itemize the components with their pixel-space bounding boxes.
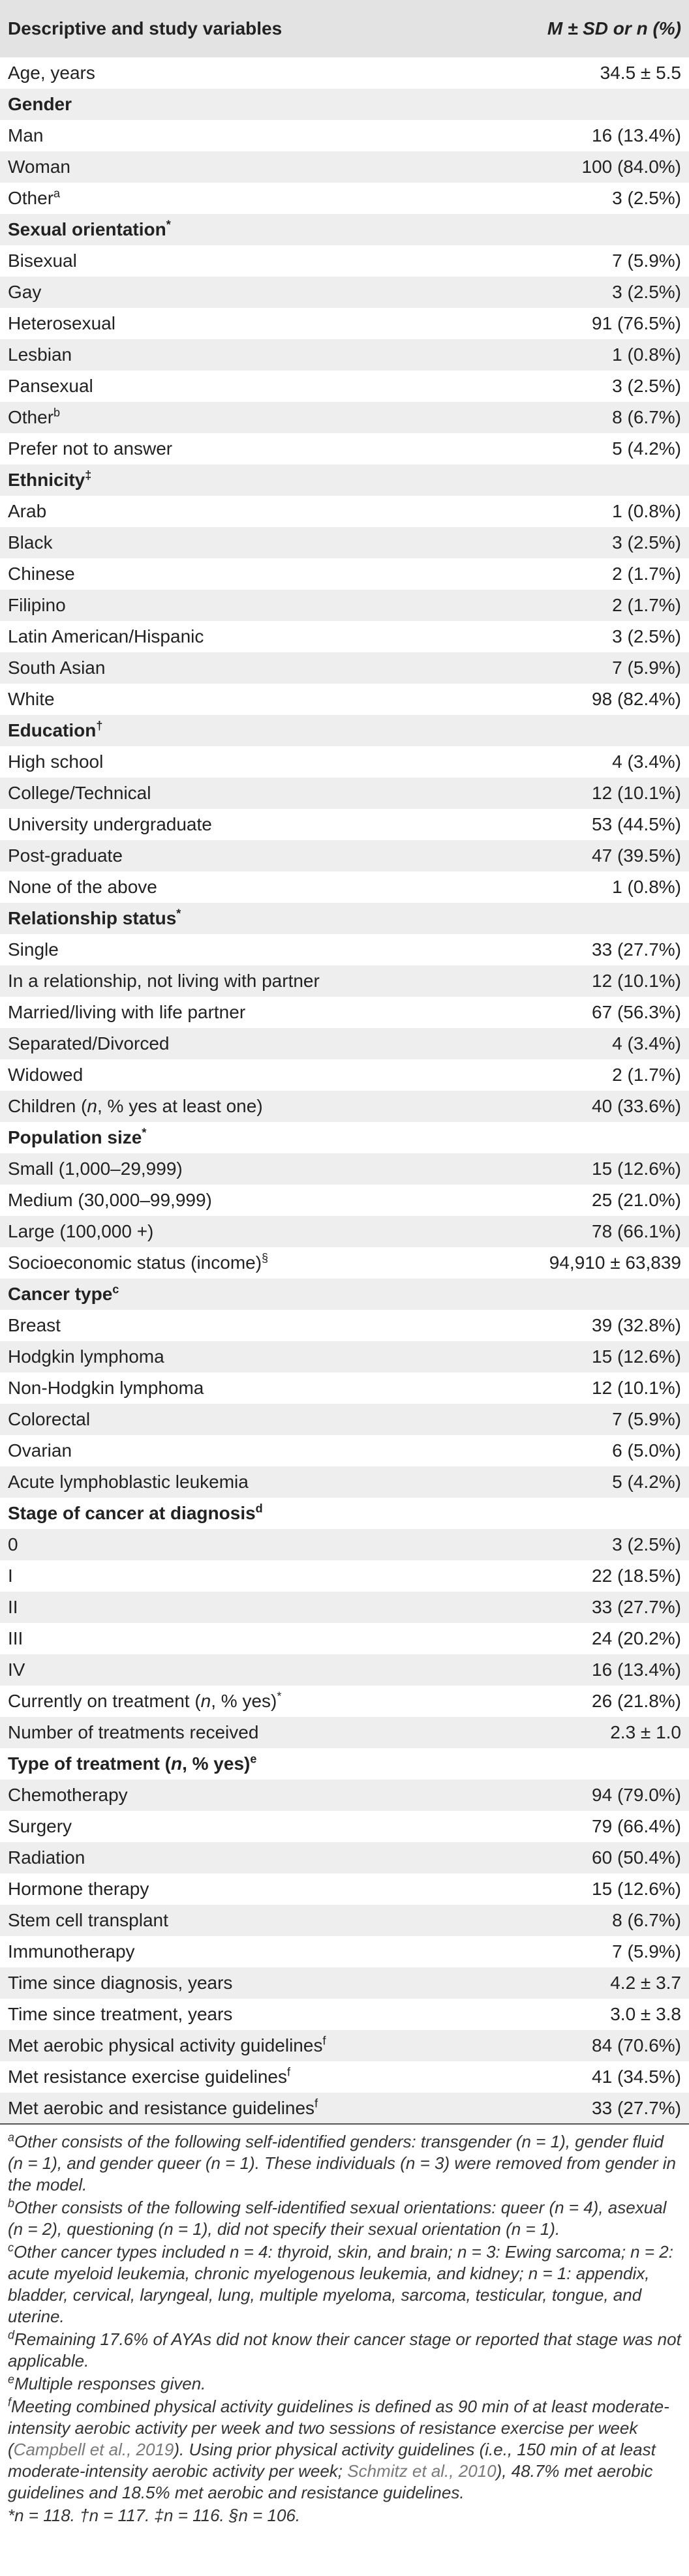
header-variables: Descriptive and study variables (8, 18, 283, 38)
variable-value: 15 (12.6%) (592, 1879, 681, 1899)
variable-value: 5 (4.2%) (612, 438, 681, 459)
variable-label: Woman (8, 157, 70, 177)
section-row (0, 1122, 689, 1153)
table-row (0, 621, 689, 652)
table-row (0, 1999, 689, 2030)
footnote-text: ), 48.7% met aerobic guidelines and 18.5% met aerobic and resistance guidelines. (8, 2461, 653, 2502)
variable-label: Medium (30,000–99,999) (8, 1190, 212, 1210)
section-row (0, 1279, 689, 1310)
section-heading: Type of treatment (n, % yes)$^e$ (8, 1752, 257, 1774)
table-row (0, 151, 689, 183)
footnote (8, 2197, 681, 2240)
table-row (0, 1560, 689, 1592)
variable-label: Currently on treatment (n, % yes)* (8, 1690, 282, 1711)
variable-value: 12 (10.1%) (592, 783, 681, 803)
variable-label: Post-graduate (8, 845, 123, 866)
footnote-text: Other consists of the following self-identified sexual orientations: queer (n = 4), asexual (n = 2), questioning (n = 1), did not specify their sexual orientation (n = 1). (8, 2198, 667, 2239)
footnote-marker: b (54, 406, 61, 419)
variable-value: 53 (44.5%) (592, 814, 681, 834)
section-row (0, 214, 689, 245)
variable-value: 7 (5.9%) (612, 1941, 681, 1962)
variable-value (522, 214, 689, 245)
variable-label: Widowed (8, 1065, 84, 1085)
variable-label: Met aerobic and resistance guidelines$^f$ (8, 2097, 318, 2118)
variable-label: Colorectal (8, 1409, 91, 1429)
citation-link[interactable]: Schmitz et al., 2010 (347, 2461, 497, 2481)
variable-label: Prefer not to answer (8, 438, 173, 459)
table-row (0, 120, 689, 151)
variable-value (522, 1498, 689, 1529)
variable-value: 3 (2.5%) (612, 376, 681, 396)
variable-value: 91 (76.5%) (592, 313, 681, 333)
footnote-marker: d (255, 1502, 263, 1515)
variable-label: Small (1,000–29,999) (8, 1159, 183, 1179)
footnote-marker: f (286, 2065, 290, 2079)
footnote-marker: d (8, 2328, 15, 2342)
variable-value (522, 464, 689, 496)
footnote-marker: b (8, 2196, 15, 2210)
variable-value: 2 (1.7%) (612, 564, 681, 584)
variable-value (522, 715, 689, 746)
footnote-marker: e (8, 2372, 15, 2386)
variable-label: Hodgkin lymphoma (8, 1346, 164, 1367)
variable-label: IV (8, 1659, 25, 1680)
table-row (0, 2093, 689, 2124)
footnote-marker: § (262, 1251, 269, 1265)
variable-value: 24 (20.2%) (592, 1628, 681, 1648)
section-heading: Education† (8, 719, 103, 740)
section-row (0, 464, 689, 496)
footnote-text: Other cancer types included n = 4: thyroid, skin, and brain; n = 3: Ewing sarcoma; n = 2: acute myeloid leukemia, chronic myelogenous leukemia, and kidney; n = 1: appendix, bladder, cervical, laryngeal, lung, multiple myeloma, sarcoma, testicular, tongue, and uterine. (8, 2242, 673, 2326)
variable-value: 2 (1.7%) (612, 1065, 681, 1085)
variable-value (522, 1748, 689, 1780)
table-row (0, 1091, 689, 1122)
table-row (0, 183, 689, 214)
variable-value: 3 (2.5%) (612, 626, 681, 646)
variable-label: Filipino (8, 595, 66, 615)
section-row (0, 1748, 689, 1780)
footnote-marker: f (8, 2395, 12, 2409)
variable-label: Arab (8, 501, 47, 521)
table-row (0, 57, 689, 89)
section-heading: Cancer type$^c$ (8, 1282, 119, 1304)
variable-value: 3 (2.5%) (612, 1534, 681, 1554)
table-row (0, 1873, 689, 1905)
variable-label: In a relationship, not living with partner (8, 971, 320, 991)
variable-value (522, 1122, 689, 1153)
variable-value: 12 (10.1%) (592, 1378, 681, 1398)
variable-value: 16 (13.4%) (592, 1659, 681, 1680)
variable-value: 7 (5.9%) (612, 1409, 681, 1429)
footnote-marker: * (142, 1126, 147, 1140)
table-row (0, 1185, 689, 1216)
variable-label: College/Technical (8, 783, 151, 803)
variable-value: 33 (27.7%) (592, 2097, 681, 2118)
variable-label: None of the above (8, 877, 157, 897)
table-row (0, 809, 689, 840)
variable-value: 33 (27.7%) (592, 1597, 681, 1617)
table-row (0, 1529, 689, 1560)
variable-value: 2.3 ± 1.0 (610, 1722, 681, 1742)
variable-value: 7 (5.9%) (612, 658, 681, 678)
table-row (0, 778, 689, 809)
variable-label: High school (8, 751, 104, 772)
variable-label: Surgery (8, 1816, 72, 1836)
variable-value (522, 89, 689, 120)
variable-label: Immunotherapy (8, 1941, 135, 1962)
table-row (0, 871, 689, 903)
variable-value: 78 (66.1%) (592, 1221, 681, 1241)
variable-value: 4.2 ± 3.7 (610, 1973, 681, 1993)
table-row (0, 840, 689, 871)
table-row (0, 1623, 689, 1654)
table-row (0, 2061, 689, 2093)
variable-label: South Asian (8, 658, 106, 678)
table-body (0, 57, 689, 2124)
variable-value: 79 (66.4%) (592, 1816, 681, 1836)
variable-value: 39 (32.8%) (592, 1315, 681, 1335)
footnote-text: Remaining 17.6% of AYAs did not know their cancer stage or reported that stage was not applicable. (8, 2329, 681, 2371)
variable-value: 7 (5.9%) (612, 250, 681, 271)
variable-label: Hormone therapy (8, 1879, 149, 1899)
section-row (0, 903, 689, 934)
table-row (0, 1435, 689, 1466)
variable-label: Man (8, 125, 44, 145)
variable-value (522, 903, 689, 934)
table-row (0, 371, 689, 402)
footnote-marker: c (112, 1282, 119, 1296)
variable-label: Chemotherapy (8, 1785, 128, 1805)
variable-value: 1 (0.8%) (612, 344, 681, 365)
table-row (0, 1310, 689, 1341)
variable-label: Radiation (8, 1847, 85, 1868)
variable-label: Non-Hodgkin lymphoma (8, 1378, 204, 1398)
variable-value: 94 (79.0%) (592, 1785, 681, 1805)
variable-label: Heterosexual (8, 313, 115, 333)
footnote-text: Multiple responses given. (14, 2374, 206, 2393)
table-row (0, 1592, 689, 1623)
table-row (0, 1654, 689, 1686)
variable-value: 2 (1.7%) (612, 595, 681, 615)
variable-value: 1 (0.8%) (612, 501, 681, 521)
variable-value: 3 (2.5%) (612, 532, 681, 553)
table-row (0, 1059, 689, 1091)
table-row (0, 1842, 689, 1873)
header-values: M ± SD or n (%) (547, 18, 681, 38)
footnote-text: Meeting combined physical activity guidelines is defined as 90 min of at least moderate-intensity aerobic activity per week and two sessions of resistance exercise per week ( (8, 2397, 669, 2459)
table-row (0, 245, 689, 277)
table-row (0, 1811, 689, 1842)
footnote-marker: f (322, 2034, 326, 2048)
variable-value: 60 (50.4%) (592, 1847, 681, 1868)
table-row (0, 1686, 689, 1717)
variable-label: Married/living with life partner (8, 1002, 246, 1022)
variable-label: II (8, 1597, 18, 1617)
variable-label: Stem cell transplant (8, 1910, 168, 1930)
table-row (0, 433, 689, 464)
variable-label: Socioeconomic status (income)§ (8, 1251, 269, 1273)
table-row (0, 746, 689, 778)
citation-link[interactable]: Campbell et al., 2019 (13, 2440, 174, 2459)
table-row (0, 1372, 689, 1404)
table-row (0, 684, 689, 715)
variable-value: 33 (27.7%) (592, 939, 681, 960)
table-row (0, 1247, 689, 1279)
table-row (0, 1967, 689, 1999)
footnote-marker: * (277, 1690, 282, 1703)
table-row (0, 1780, 689, 1811)
variable-label: Chinese (8, 564, 75, 584)
footnote (8, 2131, 681, 2196)
variable-label: Single (8, 939, 59, 960)
footnote-marker: * (166, 218, 171, 232)
section-row (0, 89, 689, 120)
variable-value: 1 (0.8%) (612, 877, 681, 897)
table-header (0, 0, 689, 57)
variable-label: Met resistance exercise guidelines$^f$ (8, 2065, 290, 2087)
section-heading: Ethnicity‡ (8, 468, 92, 490)
table-row (0, 1028, 689, 1059)
variable-label: Number of treatments received (8, 1722, 259, 1742)
variable-value (522, 1279, 689, 1310)
variable-value: 8 (6.7%) (612, 1910, 681, 1930)
variable-value: 94,910 ± 63,839 (549, 1252, 681, 1273)
table-row (0, 1341, 689, 1372)
footnote-text: ). Using prior physical activity guidelines (i.e., 150 min of at least moderate-intensity aerobic activity per week; (8, 2440, 656, 2481)
variable-label: I (8, 1566, 13, 1586)
table-row (0, 934, 689, 965)
section-heading: Relationship status* (8, 907, 181, 928)
variable-label: Large (100,000 +) (8, 1221, 154, 1241)
variable-label: Time since diagnosis, years (8, 1973, 233, 1993)
section-row (0, 715, 689, 746)
variable-value: 41 (34.5%) (592, 2067, 681, 2087)
footnote (8, 2396, 681, 2504)
table-row (0, 590, 689, 621)
variable-label: Other$^b$ (8, 406, 61, 427)
variable-label: White (8, 689, 55, 709)
variable-value: 12 (10.1%) (592, 971, 681, 991)
variable-value: 15 (12.6%) (592, 1346, 681, 1367)
table-row (0, 997, 689, 1028)
variable-value: 100 (84.0%) (581, 157, 681, 177)
table-row (0, 339, 689, 371)
table-row (0, 1466, 689, 1498)
variable-value: 4 (3.4%) (612, 1033, 681, 1053)
variable-label: Acute lymphoblastic leukemia (8, 1472, 249, 1492)
footnote-marker: a (54, 187, 61, 200)
footnote-marker: * (176, 907, 181, 920)
variable-value: 6 (5.0%) (612, 1440, 681, 1461)
table-row (0, 652, 689, 684)
section-row (0, 1498, 689, 1529)
variable-label: Black (8, 532, 53, 553)
section-heading: Stage of cancer at diagnosis$^d$ (8, 1502, 263, 1523)
variable-value: 22 (18.5%) (592, 1566, 681, 1586)
variable-label: Other$^a$ (8, 187, 61, 208)
footnote (8, 2373, 681, 2395)
variable-value: 15 (12.6%) (592, 1159, 681, 1179)
table-row (0, 277, 689, 308)
variable-value: 67 (56.3%) (592, 1002, 681, 1022)
table-row (0, 402, 689, 433)
variable-label: Time since treatment, years (8, 2004, 233, 2024)
variable-value: 4 (3.4%) (612, 751, 681, 772)
table-row (0, 558, 689, 590)
footnote (8, 2241, 681, 2327)
table-row (0, 1717, 689, 1748)
footnote-marker: e (250, 1752, 257, 1766)
variable-value: 47 (39.5%) (592, 845, 681, 866)
table-row (0, 1905, 689, 1936)
table-row (0, 1936, 689, 1967)
variable-label: III (8, 1628, 23, 1648)
table-row (0, 1216, 689, 1247)
footnote-marker: f (314, 2097, 318, 2110)
variable-label: Latin American/Hispanic (8, 626, 204, 646)
footnote-marker: a (8, 2130, 15, 2144)
table-row (0, 1404, 689, 1435)
table-row (0, 965, 689, 997)
variable-value: 25 (21.0%) (592, 1190, 681, 1210)
section-heading: Gender (8, 94, 72, 114)
section-heading: Sexual orientation* (8, 218, 171, 239)
variable-label: Ovarian (8, 1440, 72, 1461)
variable-value: 84 (70.6%) (592, 2035, 681, 2055)
section-heading: Population size* (8, 1126, 147, 1147)
variable-value: 98 (82.4%) (592, 689, 681, 709)
variable-label: Children (n, % yes at least one) (8, 1096, 263, 1116)
variable-label: 0 (8, 1534, 18, 1554)
variable-value: 34.5 ± 5.5 (600, 63, 681, 83)
variable-label: Breast (8, 1315, 61, 1335)
variable-value: 3 (2.5%) (612, 188, 681, 208)
variable-value: 3 (2.5%) (612, 282, 681, 302)
table-row (0, 527, 689, 558)
footnote-text: Other consists of the following self-identified genders: transgender (n = 1), gender fluid (n = 1), and gender queer (n = 1). These individuals (n = 3) were removed from gender in the model. (8, 2132, 676, 2194)
header-row (0, 0, 689, 57)
variable-value: 26 (21.8%) (592, 1691, 681, 1711)
variable-label: Met aerobic physical activity guidelines$^f$ (8, 2034, 326, 2055)
variable-label: Gay (8, 282, 42, 302)
footnote-marker: ‡ (85, 468, 92, 482)
variable-label: Bisexual (8, 250, 77, 271)
footnote-marker: c (8, 2241, 14, 2254)
variable-value: 5 (4.2%) (612, 1472, 681, 1492)
variable-label: University undergraduate (8, 814, 212, 834)
sample-size-note: *n = 118. †n = 117. ‡n = 116. §n = 106. (8, 2506, 301, 2525)
table-row (0, 308, 689, 339)
variable-value: 8 (6.7%) (612, 407, 681, 427)
variable-value: 40 (33.6%) (592, 1096, 681, 1116)
table-row (0, 496, 689, 527)
footnote-marker: † (96, 719, 103, 733)
footnote (8, 2329, 681, 2372)
table-row (0, 2030, 689, 2061)
table-footnotes (0, 2125, 689, 2526)
variable-label: Age, years (8, 63, 95, 83)
variable-value: 3.0 ± 3.8 (610, 2004, 681, 2024)
variable-label: Pansexual (8, 376, 93, 396)
table-row (0, 1153, 689, 1185)
variable-label: Lesbian (8, 344, 72, 365)
variable-label: Separated/Divorced (8, 1033, 170, 1053)
variable-value: 16 (13.4%) (592, 125, 681, 145)
